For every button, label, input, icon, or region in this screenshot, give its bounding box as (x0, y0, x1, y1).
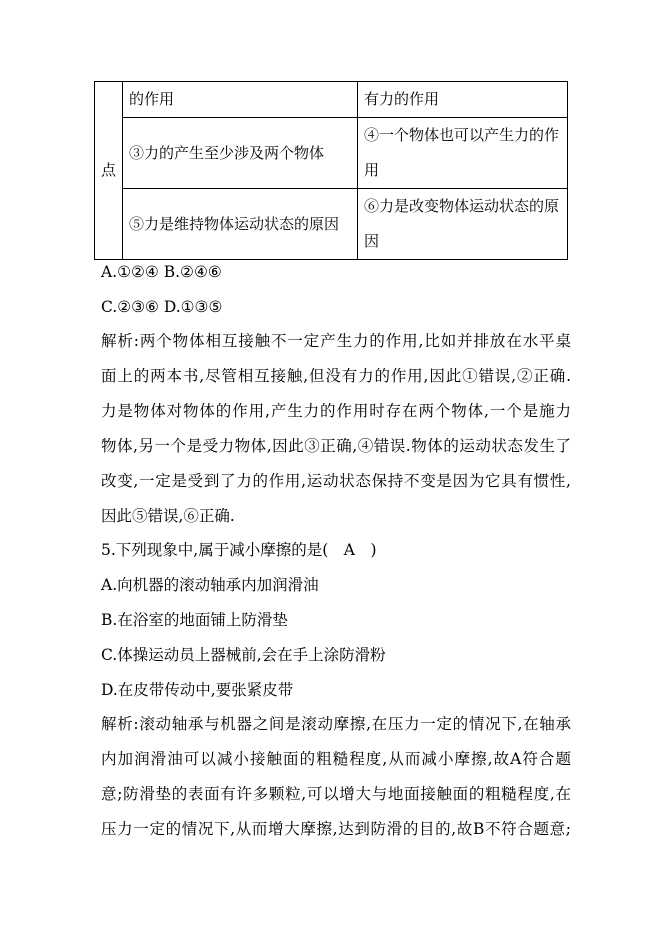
analysis-line: 内加润滑油可以减小接触面的粗糙程度,从而减小摩擦,故A符合题 (101, 750, 571, 768)
analysis-line: 物体,另一个是受力物体,因此③正确,④错误.物体的运动状态发生了 (101, 437, 571, 455)
table-cell: ⑥力是改变物体运动状态的原因 (358, 189, 568, 260)
analysis-line: 力是物体对物体的作用,产生力的作用时存在两个物体,一个是施力 (101, 402, 571, 420)
option-line: C.②③⑥ D.①③⑤ (101, 298, 223, 316)
table-side-label: 点 (95, 82, 123, 260)
table-row (95, 82, 568, 118)
analysis-line: 压力一定的情况下,从而增大摩擦,达到防滑的目的,故B不符合题意; (101, 820, 571, 838)
table-row (95, 118, 568, 189)
option-line: D.在皮带传动中,要张紧皮带 (101, 681, 294, 699)
table-cell: ⑤力是维持物体运动状态的原因 (123, 189, 358, 260)
option-line: B.在浴室的地面铺上防滑垫 (101, 611, 288, 629)
analysis-line: 解析:滚动轴承与机器之间是滚动摩擦,在压力一定的情况下,在轴承 (101, 715, 571, 733)
table-cell: ③力的产生至少涉及两个物体 (123, 118, 358, 189)
analysis-line: 因此⑤错误,⑥正确. (101, 507, 235, 525)
table-row (95, 189, 568, 260)
option-line: A.向机器的滚动轴承内加润滑油 (101, 576, 319, 594)
analysis-line: 面上的两本书,尽管相互接触,但没有力的作用,因此①错误,②正确. (101, 367, 571, 385)
option-line: C.体操运动员上器械前,会在手上涂防滑粉 (101, 646, 386, 664)
analysis-line: 意;防滑垫的表面有许多颗粒,可以增大与地面接触面的粗糙程度,在 (101, 785, 571, 803)
option-line: A.①②④ B.②④⑥ (101, 263, 222, 281)
table-cell: 有力的作用 (358, 82, 568, 118)
question-stem: 5.下列现象中,属于减小摩擦的是( A ) (101, 541, 377, 559)
analysis-line: 改变,一定是受到了力的作用,运动状态保持不变是因为它具有惯性, (101, 472, 571, 490)
analysis-line: 解析:两个物体相互接触不一定产生力的作用,比如并排放在水平桌 (101, 332, 571, 350)
table-cell: 的作用 (123, 82, 358, 118)
table-cell: ④一个物体也可以产生力的作用 (358, 118, 568, 189)
comparison-table (94, 81, 568, 260)
